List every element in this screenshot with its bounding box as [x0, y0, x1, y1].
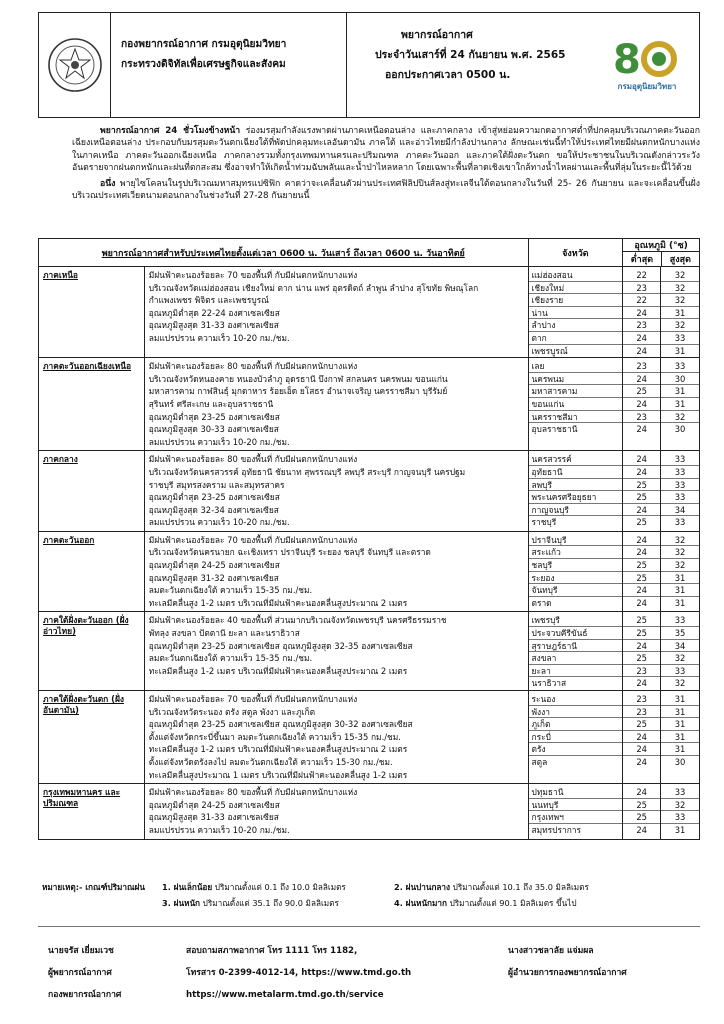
region-row — [39, 612, 699, 691]
min-temp-cell: 24 — [623, 307, 660, 320]
region-name: ภาคกลาง — [39, 451, 145, 531]
province-column-header: จังหวัด — [529, 239, 624, 266]
min-temp-cell: 24 — [636, 678, 648, 689]
max-temp-header: สูงสุด — [669, 255, 691, 265]
max-temp-cell-column — [661, 691, 699, 783]
max-temp-cell-column — [661, 532, 699, 612]
province-cell-column — [529, 691, 624, 783]
region-description — [145, 451, 529, 531]
min-temp-cell: 23 — [623, 665, 660, 678]
province-cell: ปราจีนบุรี — [529, 534, 623, 547]
min-temp-cell: 24 — [623, 743, 660, 756]
forecaster-block — [48, 940, 121, 1006]
description-line: มหาสารคาม กาฬสินธุ์ มุกดาหาร ร้อยเอ็ด ยโสธร อำนาจเจริญ นครราชสีมา บุรีรัมย์ — [148, 386, 448, 397]
min-temp-cell-column — [623, 358, 661, 450]
max-temp-cell: 30 — [674, 756, 686, 767]
region-description — [145, 267, 529, 357]
max-temp-cell: 35 — [661, 627, 699, 640]
min-temp-cell-column — [623, 612, 661, 690]
max-temp-cell: 33 — [661, 479, 699, 492]
max-temp-cell: 32 — [661, 411, 699, 424]
description-line: ลมตะวันตกเฉียงใต้ ความเร็ว 15-35 กม./ชม. — [148, 653, 313, 664]
max-temp-cell: 31 — [661, 572, 699, 585]
region-name: ภาคตะวันออก — [39, 532, 145, 612]
region-name: ภาคเหนือ — [39, 267, 145, 357]
min-temp-cell: 22 — [623, 294, 660, 307]
province-cell: เลย — [529, 360, 623, 373]
province-cell: นครราชสีมา — [529, 411, 623, 424]
min-temp-cell: 25 — [623, 799, 660, 812]
region-description — [145, 784, 529, 838]
description-line: อุณหภูมิต่ำสุด 23-25 องศาเซลเซียส อุณหภูมิสูงสุด 30-32 องศาเซลเซียส — [148, 719, 413, 730]
forecast-lead: พยากรณ์อากาศ 24 ชั่วโมงข้างหน้า — [100, 126, 241, 136]
min-temp-cell: 24 — [623, 534, 660, 547]
max-temp-cell: 32 — [661, 799, 699, 812]
min-temp-cell: 24 — [636, 824, 648, 835]
max-temp-cell: 30 — [661, 373, 699, 386]
province-cell: มหาสารคาม — [529, 385, 623, 398]
province-cell: อุบลราชธานี — [531, 424, 578, 435]
forecaster-role: ผู้พยากรณ์อากาศ — [48, 968, 112, 978]
alarm-service-link[interactable]: https://www.metalarm.tmd.go.th/service — [186, 990, 384, 1000]
region-description — [145, 358, 529, 450]
min-temp-cell: 24 — [623, 453, 660, 466]
temperature-column-header: อุณหภูมิ (°ซ) — [623, 239, 699, 252]
document-date: ประจำวันเสาร์ที่ 24 กันยายน พ.ศ. 2565 — [375, 49, 566, 61]
max-temp-cell: 33 — [661, 614, 699, 627]
province-cell: ตราด — [531, 597, 552, 608]
description-line: อุณหภูมิต่ำสุด 23-25 องศาเซลเซียส อุณหภูมิสูงสุด 32-35 องศาเซลเซียส — [148, 640, 413, 651]
description-line: ทะเลมีคลื่นสูงประมาณ 1 เมตร บริเวณที่มีฝนฟ้าคะนองคลื่นสูง 1-2 เมตร — [148, 769, 408, 780]
rain-criteria-item: 3. ฝนหนัก ปริมาณตั้งแต่ 35.1 ถึง 90.0 มิลลิเมตร — [162, 898, 339, 908]
description-line: บริเวณจังหวัดนครสวรรค์ อุทัยธานี ชัยนาท สุพรรณบุรี ลพบุรี สระบุรี กาญจนบุรี นครปฐม — [148, 466, 466, 477]
max-temp-cell: 31 — [674, 824, 686, 835]
max-temp-cell: 31 — [661, 307, 699, 320]
region-description — [145, 691, 529, 783]
max-temp-cell: 31 — [661, 706, 699, 719]
max-temp-cell: 33 — [661, 360, 699, 373]
description-line: ทะเลมีคลื่นสูง 1-2 เมตร บริเวณที่มีฝนฟ้าคะนองคลื่นสูงประมาณ 2 เมตร — [148, 597, 408, 608]
description-line: มีฝนฟ้าคะนองร้อยละ 40 ของพื้นที่ ส่วนมากบริเวณจังหวัดเพชรบุรี นครศรีธรรมราช — [148, 615, 447, 626]
region-row — [39, 358, 699, 451]
min-temp-cell: 24 — [636, 345, 648, 356]
province-cell: ประจวบคีรีขันธ์ — [529, 627, 623, 640]
province-cell: กระบี่ — [529, 731, 623, 744]
max-temp-cell: 32 — [661, 534, 699, 547]
description-line: อุณหภูมิสูงสุด 31-33 องศาเซลเซียส — [148, 812, 279, 823]
province-cell: ยะลา — [529, 665, 623, 678]
description-line: มีฝนฟ้าคะนองร้อยละ 70 ของพื้นที่ กับมีฝนตกหนักบางแห่ง — [148, 534, 358, 545]
province-cell: ภูเก็ต — [529, 718, 623, 731]
rain-criteria-item: 1. ฝนเล็กน้อย ปริมาณตั้งแต่ 0.1 ถึง 10.0 มิลลิเมตร — [162, 882, 346, 892]
min-temp-cell: 24 — [636, 424, 648, 435]
contact-phone: สอบถามสภาพอากาศ โทร 1111 โทร 1182, — [186, 946, 358, 956]
description-line: ทะเลมีคลื่นสูง 1-2 เมตร บริเวณที่มีฝนฟ้าคะนองคลื่นสูงประมาณ 2 เมตร — [148, 744, 408, 755]
description-line: ลมแปรปรวน ความเร็ว 10-20 กม./ชม. — [148, 824, 290, 835]
min-temp-cell: 25 — [623, 652, 660, 665]
max-temp-cell: 30 — [674, 424, 686, 435]
max-temp-cell: 33 — [674, 517, 686, 528]
max-temp-cell: 31 — [661, 385, 699, 398]
max-temp-cell-column — [661, 451, 699, 531]
region-name: ภาคใต้ฝั่งตะวันตก (ฝั่งอันดามัน) — [39, 691, 145, 783]
province-cell: ตรัง — [529, 743, 623, 756]
province-cell: สมุทรปราการ — [531, 824, 581, 835]
anniversary-logo — [595, 13, 699, 117]
max-temp-cell: 33 — [661, 491, 699, 504]
description-line: ตั้งแต่จังหวัดกระบี่ขึ้นมา ลมตะวันตกเฉียงใต้ ความเร็ว 15-35 กม./ชม. — [148, 731, 401, 742]
forecast-summary — [72, 125, 700, 202]
province-cell: สตูล — [531, 756, 548, 767]
max-temp-cell-column — [661, 784, 699, 838]
min-temp-cell: 25 — [623, 811, 660, 824]
contact-block — [186, 940, 411, 1006]
svg-text:8: 8 — [613, 37, 641, 83]
description-line: บริเวณจังหวัดหนองคาย หนองบัวลำภู อุดรธานี บึงกาฬ สกลนคร นครพนม ขอนแก่น — [148, 373, 448, 384]
province-cell: ลพบุรี — [529, 479, 623, 492]
description-line: อุณหภูมิสูงสุด 31-32 องศาเซลเซียส — [148, 572, 279, 583]
max-temp-cell: 31 — [661, 718, 699, 731]
description-line: บริเวณจังหวัดนครนายก ฉะเชิงเทรา ปราจีนบุรี ระยอง ชลบุรี จันทบุรี และตราด — [148, 547, 431, 558]
min-temp-cell: 25 — [623, 559, 660, 572]
min-temp-cell: 23 — [623, 319, 660, 332]
province-cell: เชียงใหม่ — [529, 282, 623, 295]
province-cell: พระนครศรีอยุธยา — [529, 491, 623, 504]
description-line: พัทลุง สงขลา ปัตตานี ยะลา และนราธิวาส — [148, 628, 300, 639]
region-row — [39, 784, 699, 838]
min-temp-cell: 24 — [623, 584, 660, 597]
forecaster-name: นายจรัส เยี่ยมเวช — [48, 946, 114, 956]
director-role: ผู้อำนวยการกองพยากรณ์อากาศ — [508, 968, 627, 978]
min-temp-cell: 24 — [623, 786, 660, 799]
svg-text:กรมอุตุนิยมวิทยา: กรมอุตุนิยมวิทยา — [617, 82, 677, 91]
min-temp-cell: 24 — [636, 756, 648, 767]
description-line: มีฝนฟ้าคะนองร้อยละ 80 ของพื้นที่ กับมีฝนตกหนักบางแห่ง — [148, 454, 358, 465]
max-temp-cell: 32 — [661, 546, 699, 559]
max-temp-cell: 33 — [661, 811, 699, 824]
description-line: อุณหภูมิต่ำสุด 23-25 องศาเซลเซียส — [148, 492, 280, 503]
max-temp-cell: 33 — [661, 665, 699, 678]
region-rows — [39, 267, 699, 839]
org-line-2: กระทรวงดิจิทัลเพื่อเศรษฐกิจและสังคม — [121, 59, 286, 70]
description-line: มีฝนฟ้าคะนองร้อยละ 70 ของพื้นที่ กับมีฝนตกหนักบางแห่ง — [148, 694, 358, 704]
table-heading: พยากรณ์อากาศสำหรับประเทศไทยตั้งแต่เวลา 0600 น. วันเสาร์ ถึงเวลา 0600 น. วันอาทิตย์ — [39, 239, 529, 266]
description-line: ราชบุรี สมุทรสงคราม และสมุทรสาคร — [148, 479, 285, 490]
description-line: มีฝนฟ้าคะนองร้อยละ 80 ของพื้นที่ กับมีฝนตกหนักบางแห่ง — [148, 787, 358, 798]
issue-time: ออกประกาศเวลา 0500 น. — [385, 69, 511, 81]
region-description — [145, 612, 529, 690]
max-temp-cell: 31 — [661, 398, 699, 411]
description-line: อุณหภูมิต่ำสุด 24-25 องศาเซลเซียส — [148, 560, 280, 571]
min-temp-cell: 23 — [623, 282, 660, 295]
min-temp-cell-column — [623, 451, 661, 531]
description-line: มีฝนฟ้าคะนองร้อยละ 80 ของพื้นที่ กับมีฝนตกหนักบางแห่ง — [148, 361, 358, 372]
min-temp-cell: 25 — [623, 491, 660, 504]
description-line: ลมแปรปรวน ความเร็ว 10-20 กม./ชม. — [148, 517, 290, 528]
document-header — [38, 12, 700, 118]
min-temp-header: ต่ำสุด — [623, 252, 661, 266]
min-temp-cell: 24 — [623, 373, 660, 386]
region-description — [145, 532, 529, 612]
document-title: พยากรณ์อากาศ — [401, 29, 473, 41]
max-temp-cell: 33 — [661, 332, 699, 345]
min-temp-cell: 25 — [623, 385, 660, 398]
description-line: ทะเลมีคลื่นสูง 1-2 เมตร บริเวณที่มีฝนฟ้าคะนองคลื่นสูงประมาณ 2 เมตร — [148, 665, 408, 676]
description-line: อุณหภูมิต่ำสุด 24-25 องศาเซลเซียส — [148, 799, 280, 810]
min-temp-cell-column — [623, 784, 661, 838]
province-cell-column — [529, 612, 624, 690]
max-temp-cell: 31 — [661, 743, 699, 756]
min-temp-cell: 25 — [636, 517, 648, 528]
description-line: อุณหภูมิต่ำสุด 22-24 องศาเซลเซียส — [148, 307, 280, 318]
min-temp-cell: 24 — [623, 398, 660, 411]
max-temp-cell: 32 — [674, 678, 686, 689]
department-seal — [39, 13, 111, 117]
forecaster-dept: กองพยากรณ์อากาศ — [48, 990, 122, 1000]
max-temp-cell-column — [661, 358, 699, 450]
province-cell: เชียงราย — [529, 294, 623, 307]
province-cell-column — [529, 267, 624, 357]
region-name: ภาคตะวันออกเฉียงเหนือ — [39, 358, 145, 450]
min-temp-cell: 22 — [623, 269, 660, 282]
description-line: อุณหภูมิต่ำสุด 23-25 องศาเซลเซียส — [148, 411, 280, 422]
province-cell: สระแก้ว — [529, 546, 623, 559]
rain-criteria-item: 2. ฝนปานกลาง ปริมาณตั้งแต่ 10.1 ถึง 35.0 มิลลิเมตร — [394, 882, 589, 892]
province-cell: นราธิวาส — [531, 678, 567, 689]
max-temp-cell: 33 — [661, 466, 699, 479]
min-temp-cell: 24 — [623, 332, 660, 345]
region-name: กรุงเทพมหานคร และปริมณฑล — [39, 784, 145, 838]
province-cell-column — [529, 451, 624, 531]
max-temp-cell: 32 — [661, 559, 699, 572]
min-temp-cell: 24 — [623, 546, 660, 559]
max-temp-cell-column — [661, 267, 699, 357]
org-line-1: กองพยากรณ์อากาศ กรมอุตุนิยมวิทยา — [121, 39, 287, 50]
province-cell: นครสวรรค์ — [529, 453, 623, 466]
min-temp-cell: 23 — [623, 360, 660, 373]
description-line: อุณหภูมิสูงสุด 31-33 องศาเซลเซียส — [148, 320, 279, 331]
contact-fax-website[interactable]: โทรสาร 0-2399-4012-14, https://www.tmd.go.th — [186, 968, 412, 978]
description-line: ลมตะวันตกเฉียงใต้ ความเร็ว 15-35 กม./ชม. — [148, 585, 313, 596]
province-cell: น่าน — [529, 307, 623, 320]
note-text: พายุไซโคลนในรูปบริเวณมหาสมุทรแปซิฟิก คาดว่าจะเคลื่อนตัวผ่านประเทศฟิลิปปินส์ลงสู่ทะเลจีนใต้ตอนกลางในวันที่ 25- 26 กันยายน และจะเคลื่อนขึ้นฝั่งบริเวณประเทศเวียดนามตอนกลางในช่วงวันที่ 27-28 กันยายนนี้ — [72, 178, 700, 202]
min-temp-cell: 25 — [623, 479, 660, 492]
province-cell: อุทัยธานี — [529, 466, 623, 479]
province-cell: จันทบุรี — [529, 584, 623, 597]
footer-divider — [38, 926, 700, 927]
regional-forecast-table — [38, 238, 700, 840]
province-cell-column — [529, 358, 624, 450]
max-temp-cell: 32 — [661, 294, 699, 307]
province-cell: สุราษฎร์ธานี — [529, 640, 623, 653]
province-cell: นนทบุรี — [529, 799, 623, 812]
director-name: นางสาวชลาลัย แจ่มผล — [508, 946, 594, 956]
min-temp-cell: 23 — [623, 693, 660, 706]
max-temp-cell: 31 — [661, 584, 699, 597]
province-cell-column — [529, 532, 624, 612]
min-temp-cell: 25 — [623, 572, 660, 585]
max-temp-cell: 31 — [661, 693, 699, 706]
max-temp-cell: 32 — [661, 282, 699, 295]
notes-title: หมายเหตุ:- เกณฑ์ปริมาณฝน — [42, 882, 145, 892]
max-temp-cell: 31 — [674, 597, 686, 608]
min-temp-cell: 24 — [636, 597, 648, 608]
province-cell: สงขลา — [529, 652, 623, 665]
region-row — [39, 451, 699, 532]
province-cell: นครพนม — [529, 373, 623, 386]
min-temp-cell-column — [623, 532, 661, 612]
region-row — [39, 532, 699, 613]
province-cell: ตาก — [529, 332, 623, 345]
province-cell: ระยอง — [529, 572, 623, 585]
province-cell: เพชรบุรี — [529, 614, 623, 627]
max-temp-cell: 34 — [661, 640, 699, 653]
forecast-text: ร่องมรสุมกำลังแรงพาดผ่านภาคเหนือตอนล่าง และภาคกลาง เข้าสู่หย่อมความกดอากาศต่ำที่ปกคลุมบริเวณภาคตะวันออกเฉียงเหนือตอนล่าง ประกอบกับมรสุมตะวันตกเฉียงใต้ที่พัดปกคลุมทะเลอันดามัน ภาคใต้ และอ่าวไทยมีกำลังปานกลาง ลักษณะเช่นนี้ทำให้ประเทศไทยมีฝนตกหนักบางแห่งในภาคเหนือ ภาคตะวันออกเฉียงเหนือ ภาคกลางรวมทั้งกรุงเทพมหานครและปริมณฑล ภาคตะวันออก และภาคใต้ฝั่งตะวันตก ขอให้ประชาชนในบริเวณดังกล่าวระวังอันตรายจากฝนตกหนักและฝนที่ตกสะสม ซึ่งอาจทำให้เกิดน้ำท่วมฉับพลันและน้ำป่าไหลหลาก โดยเฉพาะพื้นที่ลาดเชิงเขาใกล้ทางน้ำไหลผ่านและพื้นที่ลุ่มในระยะนี้ไว้ด้วย — [72, 126, 700, 174]
max-temp-cell: 32 — [661, 319, 699, 332]
min-temp-cell: 24 — [623, 640, 660, 653]
table-header — [39, 239, 699, 267]
max-temp-cell-column — [661, 612, 699, 690]
max-temp-cell: 31 — [661, 731, 699, 744]
province-cell-column — [529, 784, 624, 838]
province-cell: เพชรบูรณ์ — [531, 345, 568, 356]
province-cell: ระนอง — [529, 693, 623, 706]
min-temp-cell-column — [623, 267, 661, 357]
province-cell: ราชบุรี — [531, 517, 557, 528]
province-cell: ลำปาง — [529, 319, 623, 332]
province-cell: กาญจนบุรี — [529, 504, 623, 517]
province-cell: แม่ฮ่องสอน — [529, 269, 623, 282]
description-line: สุรินทร์ ศรีสะเกษ และอุบลราชธานี — [148, 398, 274, 409]
province-cell: ปทุมธานี — [529, 786, 623, 799]
max-temp-cell: 33 — [661, 786, 699, 799]
province-cell: กรุงเทพฯ — [529, 811, 623, 824]
max-temp-cell: 31 — [674, 345, 686, 356]
region-name: ภาคใต้ฝั่งตะวันออก (ฝั่งอ่าวไทย) — [39, 612, 145, 690]
max-temp-cell: 32 — [661, 652, 699, 665]
description-line: บริเวณจังหวัดระนอง ตรัง สตูล พังงา และภูเก็ต — [148, 706, 316, 717]
max-temp-cell: 33 — [661, 453, 699, 466]
description-line: อุณหภูมิสูงสุด 30-33 องศาเซลเซียส — [148, 424, 279, 435]
description-line: มีฝนฟ้าคะนองร้อยละ 70 ของพื้นที่ กับมีฝนตกหนักบางแห่ง — [148, 270, 358, 280]
region-row — [39, 267, 699, 358]
description-line: ตั้งแต่จังหวัดตรังลงไป ลมตะวันตกเฉียงใต้ ความเร็ว 15-30 กม./ชม. — [148, 756, 393, 767]
province-cell: พังงา — [529, 706, 623, 719]
min-temp-cell: 25 — [623, 718, 660, 731]
min-temp-cell: 25 — [623, 614, 660, 627]
description-line: กำแพงเพชร พิจิตร และเพชรบูรณ์ — [148, 295, 269, 306]
description-line: อุณหภูมิสูงสุด 32-34 องศาเซลเซียส — [148, 504, 279, 515]
note-lead: อนึ่ง — [100, 178, 116, 189]
min-temp-cell: 25 — [623, 627, 660, 640]
director-block — [508, 940, 627, 984]
min-temp-cell-column — [623, 691, 661, 783]
description-line: ลมแปรปรวน ความเร็ว 10-20 กม./ชม. — [148, 436, 290, 447]
province-cell: ขอนแก่น — [529, 398, 623, 411]
province-cell: ชลบุรี — [529, 559, 623, 572]
description-line: ลมแปรปรวน ความเร็ว 10-20 กม./ชม. — [148, 332, 290, 343]
region-row — [39, 691, 699, 784]
rain-criteria-item: 4. ฝนหนักมาก ปริมาณตั้งแต่ 90.1 มิลลิเมตร ขึ้นไป — [394, 898, 577, 908]
max-temp-cell: 34 — [661, 504, 699, 517]
min-temp-cell: 24 — [623, 504, 660, 517]
min-temp-cell: 24 — [623, 466, 660, 479]
min-temp-cell: 23 — [623, 411, 660, 424]
description-line: บริเวณจังหวัดแม่ฮ่องสอน เชียงใหม่ ตาก น่าน แพร่ อุตรดิตถ์ ลำพูน ลำปาง สุโขทัย พิษณุโลก — [148, 282, 479, 293]
min-temp-cell: 23 — [623, 706, 660, 719]
max-temp-cell: 32 — [661, 269, 699, 282]
min-temp-cell: 24 — [623, 731, 660, 744]
